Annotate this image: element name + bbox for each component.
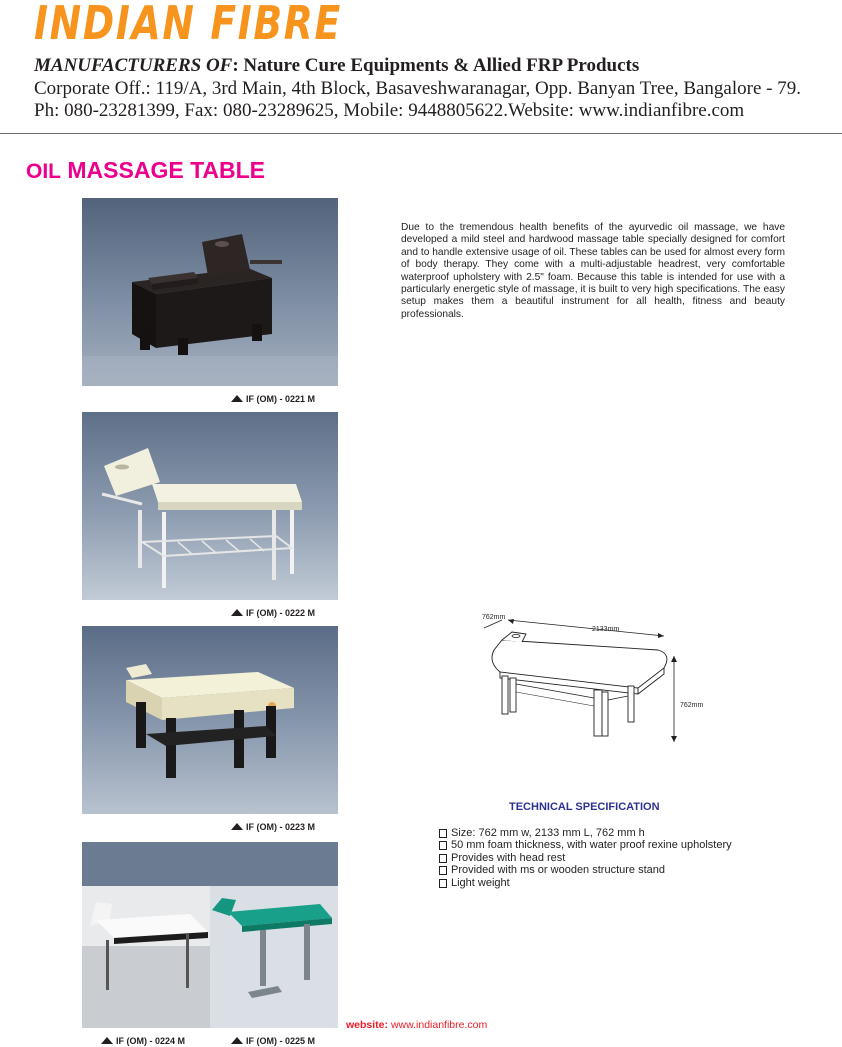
- manufacturers-label: MANUFACTURERS OF: [34, 55, 233, 76]
- checkbox-icon: [439, 829, 447, 838]
- product-photo-0222: [82, 412, 338, 600]
- address-line: Corporate Off.: 119/A, 3rd Main, 4th Block, Basaveshwaranagar, Opp. Banyan Tree, Bangalore - 79.: [34, 78, 801, 99]
- website-label: website:: [346, 1019, 389, 1031]
- brand-logo: INDIAN FIBRE: [34, 0, 342, 50]
- spec-title: TECHNICAL SPECIFICATION: [509, 801, 660, 813]
- spec-item: [439, 839, 739, 851]
- checkbox-icon: [439, 866, 447, 875]
- triangle-icon: [231, 823, 243, 830]
- spec-item: [439, 864, 739, 876]
- manufacturers-text: : Nature Cure Equipments & Allied FRP Products: [232, 55, 640, 76]
- height-dimension-label: 762mm: [680, 702, 704, 709]
- triangle-icon: [231, 1037, 243, 1044]
- footer-website: [346, 1019, 487, 1031]
- spec-item-text: Size: 762 mm w, 2133 mm L, 762 mm h: [451, 827, 645, 839]
- length-dimension-label: 2133mm: [592, 626, 620, 633]
- checkbox-icon: [439, 841, 447, 850]
- checkbox-icon: [439, 854, 447, 863]
- title-rest: MASSAGE TABLE: [61, 157, 266, 183]
- product-code: IF (OM) - 0221 M: [246, 394, 316, 404]
- triangle-icon: [101, 1037, 113, 1044]
- product-photo-0224-0225: [82, 842, 338, 1028]
- spec-item: [439, 852, 739, 864]
- spec-item-text: Light weight: [451, 876, 510, 889]
- product-description: Due to the tremendous health benefits of the ayurvedic oil massage, we have developed a mild steel and hardwood massage table specially designed for comfort and to handle extensive usage of oil. These tables can be used for almost every form of body therapy. They come with a multi-adjustable headrest, very comfortable waterproof upholstery with 2.5" foam. Because this table is intended for use with a particularly energetic style of massage, it is built to very high specifications. The easy setup makes them a beautiful instrument for all health, fitness and beauty professionals.: [401, 222, 785, 320]
- width-dimension-label: 762mm: [482, 614, 506, 621]
- title-prefix: OIL: [26, 160, 61, 183]
- product-caption-0222: [231, 608, 315, 618]
- product-code: IF (OM) - 0223 M: [246, 822, 316, 832]
- product-photo-0223: [82, 626, 338, 814]
- spec-item: [439, 877, 739, 889]
- product-code: IF (OM) - 0225 M: [246, 1036, 316, 1046]
- manufacturers-line: [34, 55, 639, 77]
- spec-item: [439, 827, 739, 839]
- page-title: [26, 157, 265, 184]
- spec-item-text: Provided with ms or wooden structure stand: [451, 864, 665, 877]
- checkbox-icon: [439, 879, 447, 888]
- product-caption-0223: [231, 822, 315, 832]
- dimension-diagram: [478, 610, 718, 760]
- spec-item-text: Provides with head rest: [451, 851, 566, 864]
- product-caption-0224: [101, 1036, 185, 1046]
- product-code: IF (OM) - 0222 M: [246, 608, 316, 618]
- product-caption-0225: [231, 1036, 315, 1046]
- header-divider: [0, 133, 842, 134]
- product-photo-0221: [82, 198, 338, 386]
- product-caption-0221: [231, 394, 315, 404]
- spec-item-text: 50 mm foam thickness, with water proof rexine upholstery: [451, 839, 732, 852]
- triangle-icon: [231, 609, 243, 616]
- website-link[interactable]: www.indianfibre.com: [390, 1019, 488, 1031]
- product-code: IF (OM) - 0224 M: [116, 1036, 186, 1046]
- triangle-icon: [231, 395, 243, 402]
- spec-list: [439, 827, 739, 889]
- contact-line: Ph: 080-23281399, Fax: 080-23289625, Mobile: 9448805622.Website: www.indianfibre.com: [34, 100, 745, 121]
